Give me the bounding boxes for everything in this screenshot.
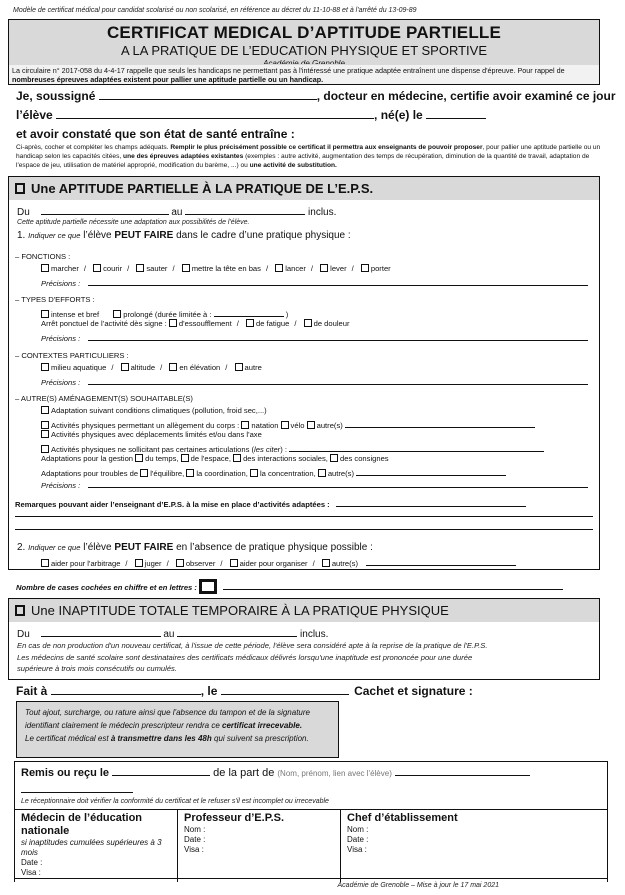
q1-text-end: dans le cadre d’une pratique physique :	[176, 230, 351, 241]
section2-end-date-field[interactable]	[177, 627, 297, 637]
cachet-label: Cachet et signature :	[354, 684, 473, 698]
option-organiser[interactable]	[230, 559, 308, 568]
amenagement-climat[interactable]	[41, 406, 267, 415]
warn-text: qui suivent sa prescription.	[214, 734, 309, 743]
fait-place-field[interactable]	[51, 685, 201, 695]
birthdate-label: , né(e) le	[374, 108, 423, 122]
certificate-subtitle: A LA PRATIQUE DE L’EDUCATION PHYSIQUE ET SPORTIVE	[120, 43, 488, 58]
section2-note-3: supérieure à trois mois consécutifs ou cumulés.	[17, 664, 177, 673]
option-prolonge[interactable]	[113, 310, 211, 319]
option-label: des interactions sociales,	[243, 454, 328, 463]
checkbox[interactable]	[230, 559, 238, 567]
option-elevation[interactable]	[169, 363, 220, 372]
count-label: Nombre de cases cochées en chiffre et en lettres :	[16, 583, 197, 592]
checkbox[interactable]	[275, 264, 283, 272]
checkbox[interactable]	[41, 559, 49, 567]
checkbox[interactable]	[41, 310, 49, 318]
section-aptitude-partielle	[8, 176, 600, 570]
certificate-header	[8, 19, 600, 85]
option-label: Activités physiques permettant un allègement du corps :	[51, 421, 240, 430]
fonctions-precisions	[41, 276, 588, 288]
au-label: au	[163, 629, 175, 640]
remis-line	[21, 766, 530, 779]
option-observer[interactable]	[176, 559, 216, 568]
checkbox[interactable]	[169, 363, 177, 371]
section1-header	[9, 176, 599, 200]
col-title: Chef d’établissement	[347, 812, 458, 824]
q1-bold: PEUT FAIRE	[114, 230, 174, 241]
checkbox[interactable]	[135, 454, 143, 462]
date-label: Date :	[347, 835, 369, 844]
checkbox[interactable]	[93, 264, 101, 272]
checkbox[interactable]	[41, 421, 49, 429]
section1-title: Une APTITUDE PARTIELLE À LA PRATIQUE DE L’E.P.S.	[31, 181, 374, 196]
du-label: Du	[17, 629, 30, 640]
date-label: Date :	[184, 835, 206, 844]
option-autres[interactable]	[322, 559, 358, 568]
certificate-title: CERTIFICAT MEDICAL D’APTITUDE PARTIELLE	[106, 23, 502, 42]
remarques-line	[15, 497, 526, 509]
option-label: natation	[251, 421, 279, 430]
option-label: mettre la tête en bas	[191, 264, 261, 273]
warning-line-3	[25, 732, 330, 745]
instr-bold: une des épreuves adaptées existantes	[123, 153, 244, 160]
q2-bold: PEUT FAIRE	[114, 542, 174, 553]
option-tete-en-bas[interactable]	[182, 264, 261, 273]
amenagement-gestion	[41, 454, 389, 463]
separator: /	[127, 264, 130, 273]
option-label: de fatigue	[255, 319, 290, 328]
option-label: sauter	[146, 264, 168, 273]
warning-box	[16, 701, 339, 758]
nom-label: Nom :	[347, 825, 369, 834]
option-arbitrage[interactable]	[41, 559, 120, 568]
col-professeur	[178, 810, 341, 882]
option-label: Activités physiques ne sollicitant pas certaines articulations (	[51, 445, 255, 454]
precisions-label: Précisions :	[41, 481, 81, 490]
option-autre[interactable]	[235, 363, 262, 372]
section2-title: Une INAPTITUDE TOTALE TEMPORAIRE À LA PRATIQUE PHYSIQUE	[31, 603, 449, 618]
section2-dates	[17, 627, 328, 640]
efforts-label: – TYPES D'EFFORTS :	[15, 295, 95, 304]
checkbox[interactable]	[330, 454, 338, 462]
checkbox[interactable]	[181, 454, 189, 462]
option-label: courir	[103, 264, 123, 273]
fonctions-options	[41, 264, 391, 273]
checkbox[interactable]	[135, 559, 143, 567]
visa-label: Visa :	[184, 845, 204, 854]
section1-end-date-field[interactable]	[185, 205, 305, 215]
remarques-field-2[interactable]	[15, 516, 593, 517]
section2-checkbox-icon[interactable]	[15, 605, 25, 616]
reception-bottom-border	[14, 878, 608, 879]
fait-label: Fait à	[16, 684, 48, 698]
option-label: des consignes	[340, 454, 389, 463]
remarques-field-3[interactable]	[15, 529, 593, 530]
duration-field[interactable]	[214, 307, 284, 317]
section-inaptitude-totale	[8, 598, 600, 680]
count-letters-field[interactable]	[223, 580, 563, 590]
option-label: vélo	[290, 421, 305, 430]
count-box-field[interactable]	[199, 579, 217, 594]
separator: /	[310, 264, 314, 273]
checkbox[interactable]	[233, 454, 241, 462]
birthdate-field[interactable]	[426, 109, 486, 119]
section1-note: Cette aptitude partielle nécessite une adaptation aux possibilités de l'élève.	[17, 219, 250, 226]
option-intense[interactable]	[41, 310, 99, 319]
checkbox[interactable]	[136, 264, 144, 272]
option-label: juger	[144, 559, 162, 568]
q2-options	[41, 556, 516, 568]
option-label: d'essoufflement	[178, 319, 232, 328]
reception-note: Le réceptionnaire doit vérifier la conformité du certificat et le refuser s'il est incomplet ou irrecevable	[21, 798, 329, 805]
part-name-field[interactable]	[395, 766, 530, 776]
inclus-label: inclus.	[308, 207, 337, 218]
amenagements-precisions-field[interactable]	[88, 478, 588, 488]
part-label: de la part de	[213, 767, 275, 779]
section2-header	[9, 598, 599, 622]
option-marcher[interactable]	[41, 264, 79, 273]
precisions-label: Précisions :	[41, 279, 81, 288]
checkbox[interactable]	[182, 264, 190, 272]
option-label: milieu aquatique	[51, 363, 107, 372]
option-label: aider pour organiser	[239, 559, 308, 568]
option-label: du temps,	[145, 454, 179, 463]
troubles-autres-field[interactable]	[356, 466, 506, 476]
warn-text: Le certificat médical est	[25, 734, 109, 743]
option-label: la coordination,	[196, 469, 248, 478]
checkbox[interactable]	[361, 264, 369, 272]
option-label: prolongé (durée limitée à :	[123, 310, 212, 319]
fait-date-field[interactable]	[221, 685, 349, 695]
amenagements-label: – AUTRE(S) AMÉNAGEMENT(S) SOUHAITABLE(S)	[15, 394, 193, 403]
checkbox[interactable]	[121, 363, 129, 371]
intro-line-1	[16, 89, 616, 103]
option-label: altitude	[130, 363, 156, 372]
col-title: Médecin de l’éducation nationale	[21, 812, 143, 837]
checkbox[interactable]	[41, 363, 49, 371]
instr-text: (exemples : autre activité, augmentation des temps de récupération,	[245, 153, 444, 160]
option-label: l'équilibre,	[150, 469, 185, 478]
option-label: marcher	[51, 264, 79, 273]
articulations-field[interactable]	[289, 442, 544, 452]
inclus-label: inclus.	[300, 629, 329, 640]
q2-autres-field[interactable]	[366, 556, 516, 566]
option-fatigue[interactable]	[246, 319, 289, 328]
checkbox-autres[interactable]	[307, 421, 315, 429]
checkbox-velo[interactable]	[281, 421, 289, 429]
count-line	[16, 579, 563, 594]
arret-options	[41, 319, 349, 328]
part-name-field-2[interactable]	[21, 792, 133, 793]
contextes-precisions	[41, 375, 588, 387]
separator: /	[225, 363, 228, 372]
option-label: autre	[244, 363, 262, 372]
warn-bold: à transmettre dans les 48h	[110, 734, 212, 743]
question-2	[17, 542, 373, 553]
efforts-options	[41, 307, 288, 319]
doctor-name-field[interactable]	[99, 90, 317, 100]
checkbox[interactable]	[41, 445, 49, 453]
du-label: Du	[17, 207, 30, 218]
option-label: Activités physiques avec déplacements limités et/ou dans l'axe	[51, 430, 262, 439]
section1-start-date-field[interactable]	[41, 205, 169, 215]
q2-instruction: Indiquer ce que	[28, 543, 81, 552]
separator: /	[172, 264, 175, 273]
le-label: , le	[200, 684, 218, 698]
date-label: Date :	[21, 858, 43, 867]
col-title: Professeur d’E.P.S.	[184, 812, 285, 824]
q1-text: l’élève	[83, 230, 112, 241]
checkbox[interactable]	[320, 264, 328, 272]
checkbox[interactable]	[41, 264, 49, 272]
remarques-field-1[interactable]	[336, 497, 526, 507]
visa-label: Visa :	[347, 845, 367, 854]
gestion-label: Adaptations pour la gestion	[41, 454, 134, 463]
arret-label: Arrêt ponctuel de l’activité dès signe :	[41, 319, 167, 328]
circular-note-text: La circulaire n° 2017-058 du 4-4-17 rappelle que seuls les handicaps ne permettant pas à l'intéressé une pratique adaptée entraînent une dispense d'épreuve. Pour rappel de	[12, 66, 565, 75]
option-label: autre(s)	[316, 421, 343, 430]
fonctions-label: – FONCTIONS :	[15, 252, 71, 261]
checkbox[interactable]	[176, 559, 184, 567]
option-label: intense et bref	[51, 310, 100, 319]
top-reference-note: Modèle de certificat médical pour candidat scolarisé ou non scolarisé, en référence au décret du 11-10-88 et à l'arrêté du 13-09-89	[13, 7, 417, 14]
option-label: lever	[330, 264, 347, 273]
visa-label: Visa :	[21, 868, 41, 877]
option-label: autre(s)	[327, 469, 354, 478]
checkbox[interactable]	[41, 430, 49, 438]
separator: /	[312, 559, 315, 568]
checkbox[interactable]	[250, 469, 258, 477]
intro-line-3: et avoir constaté que son état de santé entraîne :	[16, 127, 295, 141]
precisions-label: Précisions :	[41, 378, 81, 387]
q2-number: 2.	[17, 542, 26, 553]
allegement-autres-field[interactable]	[345, 418, 535, 428]
section2-note-2: Les médecins de santé scolaire sont destinataires des certificats médicaux délivrés lorsqu'une inaptitude est prononcée pour une durée	[17, 653, 473, 662]
q1-instruction: Indiquer ce que	[28, 231, 81, 240]
student-name-field[interactable]	[56, 109, 374, 119]
remis-date-field[interactable]	[112, 766, 210, 776]
option-label: autre(s)	[331, 559, 358, 568]
section1-dates	[17, 205, 336, 218]
instr-text: diminution de la quantité de travail, adaptation de l'espace de jeu, utilisation de matériel approprié, modification du barème, ...) ou	[16, 153, 590, 169]
option-label: Adaptation suivant conditions climatiques (pollution, froid sec,...)	[51, 406, 267, 415]
instructions-paragraph	[16, 143, 606, 170]
troubles-label: Adaptations pour troubles de	[41, 469, 139, 478]
contextes-label: – CONTEXTES PARTICULIERS :	[15, 351, 129, 360]
separator: /	[160, 363, 163, 372]
option-label-italic: les citer	[254, 445, 281, 454]
separator: /	[236, 319, 239, 328]
option-lancer[interactable]	[275, 264, 306, 273]
amenagement-troubles	[41, 466, 506, 478]
warn-text: identifiant clairement le médecin prescripteur rendra ce	[25, 721, 220, 730]
col-medecin	[15, 810, 178, 882]
separator: /	[111, 363, 114, 372]
option-altitude[interactable]	[121, 363, 156, 372]
option-label: lancer	[285, 264, 306, 273]
reception-box	[14, 761, 608, 882]
separator: /	[125, 559, 128, 568]
option-douleur[interactable]	[304, 319, 350, 328]
option-label: de l'espace,	[190, 454, 231, 463]
option-courir[interactable]	[93, 264, 122, 273]
part-hint: (Nom, prénom, lien avec l'élève)	[277, 769, 392, 778]
question-1	[17, 230, 351, 241]
circular-note-bold: nombreuses épreuves adaptées existent pour pallier une aptitude partielle ou un handicap.	[12, 75, 324, 84]
col-sub: si inaptitudes cumulées supérieures à 3 mois	[21, 838, 162, 857]
fait-line	[16, 684, 473, 698]
option-label: aider pour l'arbitrage	[51, 559, 121, 568]
separator: /	[265, 264, 269, 273]
separator: /	[351, 264, 354, 273]
checkbox[interactable]	[113, 310, 121, 318]
q1-number: 1.	[17, 230, 26, 241]
separator: /	[294, 319, 297, 328]
efforts-precisions-field[interactable]	[88, 331, 588, 341]
remis-label: Remis ou reçu le	[21, 767, 110, 779]
instr-text: aptitude partielle ou un handicap selon les capacités citées,	[16, 144, 601, 160]
option-sauter[interactable]	[136, 264, 167, 273]
warning-line-1: Tout ajout, surcharge, ou rature ainsi que l'absence du tampon et de la signature	[25, 708, 310, 717]
footer-update: Académie de Grenoble – Mise à jour le 17 mai 2021	[337, 882, 499, 889]
checkbox[interactable]	[318, 469, 326, 477]
checkbox[interactable]	[322, 559, 330, 567]
checkbox[interactable]	[41, 406, 49, 414]
option-label: de douleur	[313, 319, 350, 328]
visa-table	[15, 809, 607, 882]
nom-label: Nom :	[184, 825, 206, 834]
warning-line-2	[25, 719, 330, 732]
option-label: porter	[370, 264, 391, 273]
col-chef	[341, 810, 607, 882]
separator: /	[220, 559, 223, 568]
intro-line-2	[16, 108, 486, 122]
contextes-options	[41, 363, 262, 372]
q2-text: l’élève	[83, 542, 112, 553]
q2-text-end: en l’absence de pratique physique possible :	[176, 542, 373, 553]
je-soussigne-label: Je, soussigné	[16, 89, 96, 103]
eleve-label: l’élève	[16, 108, 53, 122]
circular-note	[9, 64, 599, 84]
option-label: ) :	[280, 445, 287, 454]
checkbox[interactable]	[186, 469, 194, 477]
option-lever[interactable]	[320, 264, 346, 273]
checkbox[interactable]	[304, 319, 312, 327]
checkbox-natation[interactable]	[241, 421, 249, 429]
instr-bold: une activité de substitution.	[249, 162, 337, 169]
amenagement-articulations	[41, 442, 544, 454]
doctor-certifies-label: , docteur en médecine, certifie avoir examiné ce jour	[316, 89, 616, 103]
option-label: la concentration,	[259, 469, 316, 478]
checkbox[interactable]	[235, 363, 243, 371]
section2-start-date-field[interactable]	[41, 627, 161, 637]
option-aquatique[interactable]	[41, 363, 106, 372]
paren-close: )	[285, 310, 289, 319]
contextes-precisions-field[interactable]	[88, 375, 588, 385]
instr-text: , pour pallier une	[482, 144, 532, 151]
option-porter[interactable]	[361, 264, 391, 273]
checkbox[interactable]	[169, 319, 177, 327]
instr-text: Ci-après, cocher et compléter les champs adéquats.	[16, 144, 169, 151]
option-label: observer	[185, 559, 216, 568]
checkbox[interactable]	[246, 319, 254, 327]
fonctions-precisions-field[interactable]	[88, 276, 588, 286]
separator: /	[166, 559, 169, 568]
au-label: au	[171, 207, 183, 218]
amenagements-precisions	[41, 478, 588, 490]
section2-note-1: En cas de non production d'un nouveau certificat, à l'issue de cette période, l'élève sera considéré apte à la reprise de la pratique de l'E.P.S.	[17, 641, 488, 650]
amenagement-deplacements[interactable]	[41, 430, 262, 439]
option-label: en élévation	[179, 363, 221, 372]
separator: /	[83, 264, 86, 273]
amenagement-allegement	[41, 418, 535, 430]
section1-checkbox-icon[interactable]	[15, 183, 25, 194]
efforts-precisions	[41, 331, 588, 343]
checkbox[interactable]	[140, 469, 148, 477]
instr-bold: Remplir le plus précisément possible ce certificat il permettra aux enseignants de pouvoir proposer	[170, 144, 483, 151]
remarques-label: Remarques pouvant aider l’enseignant d’E.P.S. à la mise en place d’activités adaptées :	[15, 500, 330, 509]
precisions-label: Précisions :	[41, 334, 81, 343]
option-essoufflement[interactable]	[169, 319, 232, 328]
warn-bold: certificat irrecevable.	[222, 721, 303, 730]
option-juger[interactable]	[135, 559, 162, 568]
